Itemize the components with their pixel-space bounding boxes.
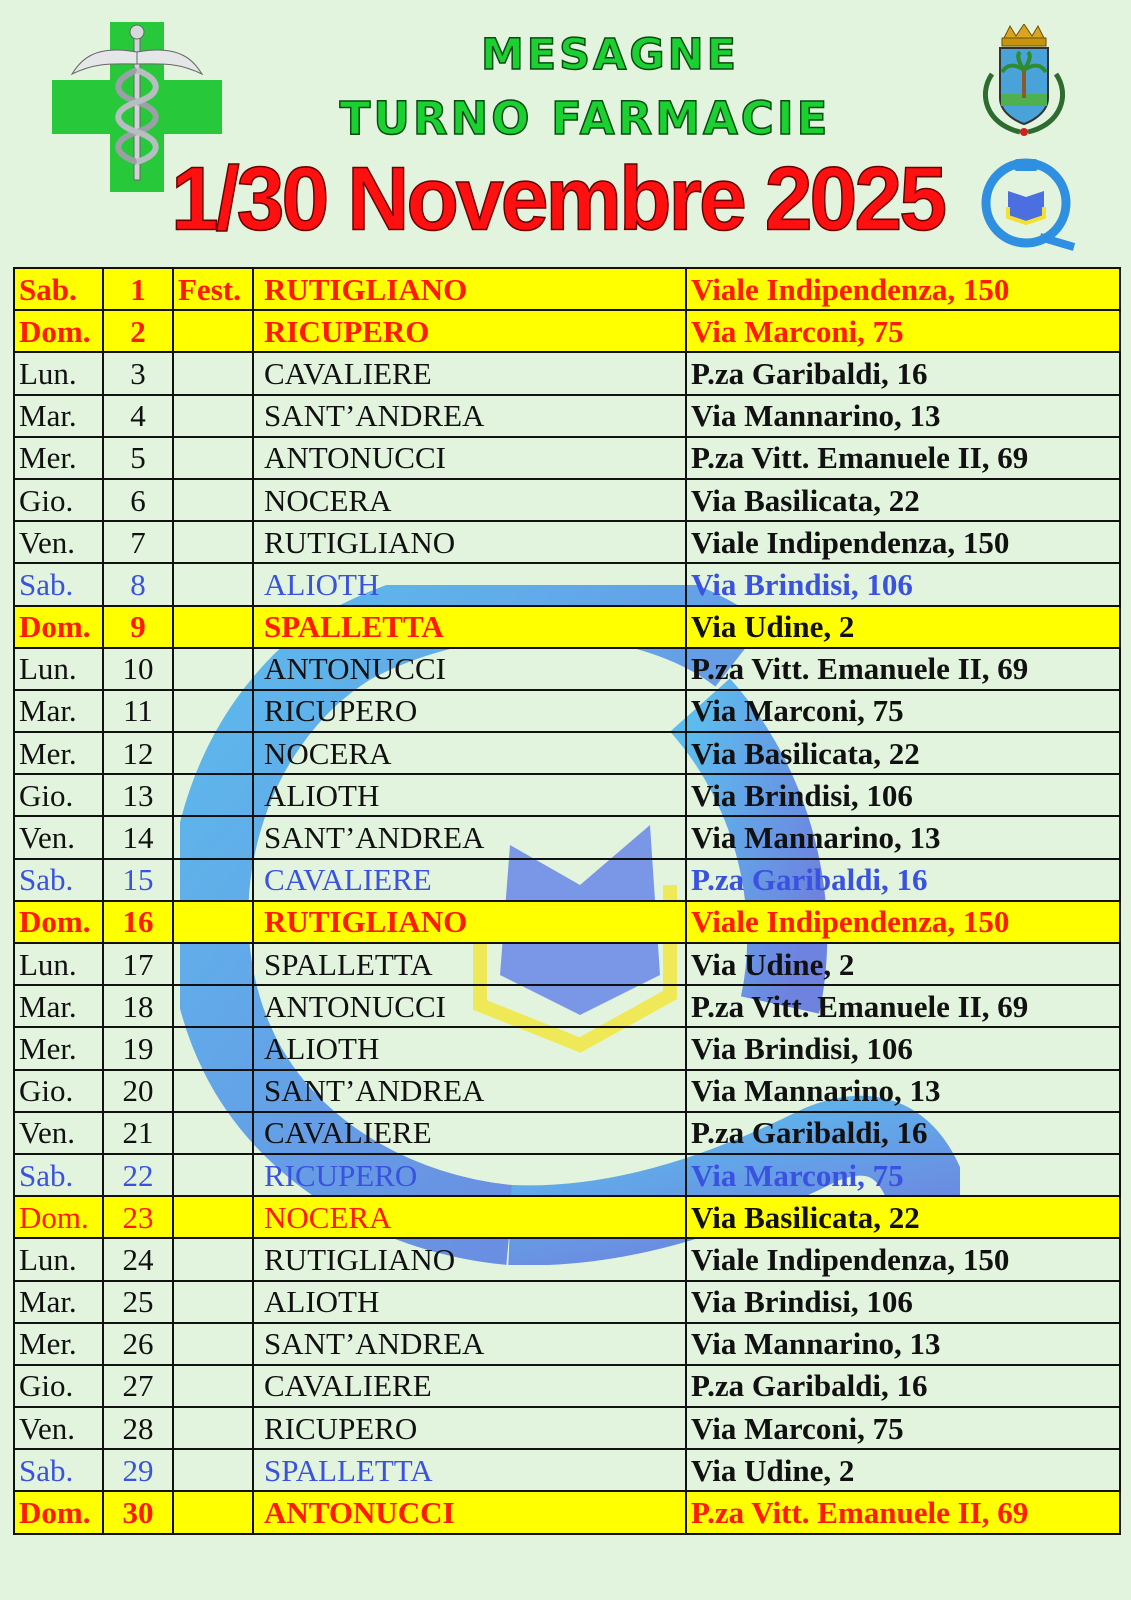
pharmacy-name-cell: SANT’ANDREA [253,1323,686,1365]
pharmacy-name-cell: ALIOTH [253,1027,686,1069]
day-cell: Dom. [14,1196,103,1238]
date-cell: 22 [103,1154,173,1196]
schedule-row [14,1154,1120,1196]
address-cell: P.za Vitt. Emanuele II, 69 [686,437,1120,479]
day-cell: Mer. [14,1027,103,1069]
schedule-row [14,943,1120,985]
pharmacy-schedule-table [13,267,1121,1535]
date-cell: 14 [103,816,173,858]
pharmacy-name-cell: SPALLETTA [253,1449,686,1491]
date-cell: 29 [103,1449,173,1491]
date-cell: 12 [103,732,173,774]
schedule-row [14,1027,1120,1069]
day-cell: Sab. [14,1154,103,1196]
address-cell: Via Marconi, 75 [686,1407,1120,1449]
day-cell: Dom. [14,606,103,648]
holiday-cell [173,310,253,352]
address-cell: Via Udine, 2 [686,1449,1120,1491]
date-cell: 1 [103,268,173,310]
holiday-cell [173,1323,253,1365]
date-cell: 13 [103,774,173,816]
date-cell: 23 [103,1196,173,1238]
date-range-title: 1/30 Novembre 2025 [170,148,945,250]
schedule-row [14,395,1120,437]
schedule-row [14,1070,1120,1112]
date-cell: 10 [103,648,173,690]
schedule-row [14,648,1120,690]
address-cell: Via Marconi, 75 [686,690,1120,732]
pharmacy-name-cell: SANT’ANDREA [253,1070,686,1112]
schedule-row [14,901,1120,943]
day-cell: Gio. [14,1365,103,1407]
day-cell: Dom. [14,310,103,352]
date-cell: 21 [103,1112,173,1154]
day-cell: Lun. [14,1238,103,1280]
schedule-row [14,1365,1120,1407]
holiday-cell [173,1112,253,1154]
pharmacy-name-cell: NOCERA [253,1196,686,1238]
address-cell: Via Mannarino, 13 [686,1323,1120,1365]
holiday-cell [173,479,253,521]
address-cell: Via Mannarino, 13 [686,816,1120,858]
holiday-cell [173,1238,253,1280]
address-cell: Via Udine, 2 [686,943,1120,985]
day-cell: Ven. [14,816,103,858]
day-cell: Lun. [14,943,103,985]
address-cell: Via Marconi, 75 [686,1154,1120,1196]
pharmacy-name-cell: ANTONUCCI [253,1491,686,1533]
holiday-cell [173,901,253,943]
pharmacy-name-cell: SANT’ANDREA [253,816,686,858]
date-cell: 18 [103,985,173,1027]
address-cell: Via Mannarino, 13 [686,1070,1120,1112]
schedule-row [14,1196,1120,1238]
date-cell: 30 [103,1491,173,1533]
day-cell: Ven. [14,521,103,563]
date-cell: 17 [103,943,173,985]
holiday-cell [173,985,253,1027]
pharmacy-name-cell: CAVALIERE [253,859,686,901]
holiday-cell [173,943,253,985]
schedule-row [14,1449,1120,1491]
date-cell: 20 [103,1070,173,1112]
date-cell: 9 [103,606,173,648]
address-cell: Via Basilicata, 22 [686,1196,1120,1238]
day-cell: Gio. [14,774,103,816]
address-cell: Via Brindisi, 106 [686,1027,1120,1069]
address-cell: P.za Vitt. Emanuele II, 69 [686,1491,1120,1533]
date-cell: 6 [103,479,173,521]
day-cell: Mer. [14,732,103,774]
holiday-cell [173,521,253,563]
address-cell: Via Basilicata, 22 [686,732,1120,774]
day-cell: Dom. [14,901,103,943]
holiday-cell: Fest. [173,268,253,310]
coat-of-arms-icon [962,24,1086,144]
schedule-row [14,816,1120,858]
day-cell: Dom. [14,1491,103,1533]
holiday-cell [173,395,253,437]
holiday-cell [173,437,253,479]
day-cell: Mar. [14,1281,103,1323]
address-cell: Viale Indipendenza, 150 [686,268,1120,310]
qui-mesagne-logo [978,155,1084,251]
schedule-row [14,268,1120,310]
pharmacy-name-cell: RICUPERO [253,1154,686,1196]
schedule-row [14,1112,1120,1154]
pharmacy-name-cell: ANTONUCCI [253,437,686,479]
holiday-cell [173,1365,253,1407]
date-cell: 15 [103,859,173,901]
schedule-row [14,1323,1120,1365]
pharmacy-name-cell: NOCERA [253,732,686,774]
date-cell: 28 [103,1407,173,1449]
date-cell: 24 [103,1238,173,1280]
day-cell: Mar. [14,690,103,732]
day-cell: Ven. [14,1112,103,1154]
schedule-row [14,690,1120,732]
holiday-cell [173,1154,253,1196]
date-cell: 16 [103,901,173,943]
schedule-row [14,1238,1120,1280]
pharmacy-name-cell: ANTONUCCI [253,648,686,690]
address-cell: P.za Garibaldi, 16 [686,859,1120,901]
pharmacy-name-cell: RUTIGLIANO [253,521,686,563]
day-cell: Mar. [14,985,103,1027]
holiday-cell [173,690,253,732]
date-cell: 27 [103,1365,173,1407]
schedule-row [14,1281,1120,1323]
date-cell: 19 [103,1027,173,1069]
address-cell: Via Mannarino, 13 [686,395,1120,437]
holiday-cell [173,1407,253,1449]
schedule-row [14,352,1120,394]
pharmacy-name-cell: RICUPERO [253,690,686,732]
date-cell: 26 [103,1323,173,1365]
holiday-cell [173,648,253,690]
schedule-row [14,563,1120,605]
day-cell: Mar. [14,395,103,437]
holiday-cell [173,816,253,858]
date-cell: 4 [103,395,173,437]
schedule-row [14,437,1120,479]
schedule-row [14,774,1120,816]
day-cell: Gio. [14,1070,103,1112]
pharmacy-name-cell: CAVALIERE [253,352,686,394]
service-title: TURNO FARMACIE [339,92,831,145]
pharmacy-name-cell: ALIOTH [253,1281,686,1323]
address-cell: Via Brindisi, 106 [686,1281,1120,1323]
pharmacy-name-cell: ALIOTH [253,774,686,816]
holiday-cell [173,606,253,648]
schedule-row [14,606,1120,648]
pharmacy-name-cell: RUTIGLIANO [253,268,686,310]
day-cell: Mer. [14,437,103,479]
holiday-cell [173,1027,253,1069]
date-cell: 25 [103,1281,173,1323]
holiday-cell [173,1449,253,1491]
holiday-cell [173,732,253,774]
day-cell: Sab. [14,268,103,310]
schedule-row [14,985,1120,1027]
address-cell: P.za Garibaldi, 16 [686,1112,1120,1154]
date-cell: 11 [103,690,173,732]
header [0,0,1131,262]
pharmacy-name-cell: RICUPERO [253,310,686,352]
address-cell: Via Brindisi, 106 [686,563,1120,605]
pharmacy-name-cell: SPALLETTA [253,606,686,648]
day-cell: Mer. [14,1323,103,1365]
date-cell: 7 [103,521,173,563]
schedule-row [14,479,1120,521]
holiday-cell [173,774,253,816]
holiday-cell [173,1196,253,1238]
address-cell: Via Brindisi, 106 [686,774,1120,816]
holiday-cell [173,1281,253,1323]
day-cell: Ven. [14,1407,103,1449]
holiday-cell [173,352,253,394]
pharmacy-name-cell: RICUPERO [253,1407,686,1449]
schedule-row [14,859,1120,901]
address-cell: P.za Garibaldi, 16 [686,1365,1120,1407]
holiday-cell [173,1070,253,1112]
schedule-row [14,521,1120,563]
address-cell: Viale Indipendenza, 150 [686,901,1120,943]
address-cell: P.za Vitt. Emanuele II, 69 [686,985,1120,1027]
day-cell: Sab. [14,1449,103,1491]
holiday-cell [173,859,253,901]
address-cell: Via Marconi, 75 [686,310,1120,352]
date-cell: 5 [103,437,173,479]
schedule-row [14,732,1120,774]
pharmacy-name-cell: RUTIGLIANO [253,901,686,943]
day-cell: Gio. [14,479,103,521]
city-title: MESAGNE [480,30,740,80]
date-cell: 3 [103,352,173,394]
address-cell: Via Udine, 2 [686,606,1120,648]
pharmacy-name-cell: RUTIGLIANO [253,1238,686,1280]
date-cell: 2 [103,310,173,352]
address-cell: P.za Garibaldi, 16 [686,352,1120,394]
day-cell: Lun. [14,352,103,394]
address-cell: Viale Indipendenza, 150 [686,1238,1120,1280]
pharmacy-name-cell: SANT’ANDREA [253,395,686,437]
holiday-cell [173,1491,253,1533]
schedule-row [14,1491,1120,1533]
pharmacy-name-cell: NOCERA [253,479,686,521]
date-cell: 8 [103,563,173,605]
schedule-row [14,310,1120,352]
address-cell: Viale Indipendenza, 150 [686,521,1120,563]
pharmacy-name-cell: ALIOTH [253,563,686,605]
pharmacy-name-cell: SPALLETTA [253,943,686,985]
schedule-row [14,1407,1120,1449]
day-cell: Sab. [14,563,103,605]
day-cell: Lun. [14,648,103,690]
address-cell: Via Basilicata, 22 [686,479,1120,521]
address-cell: P.za Vitt. Emanuele II, 69 [686,648,1120,690]
pharmacy-name-cell: CAVALIERE [253,1112,686,1154]
pharmacy-name-cell: ANTONUCCI [253,985,686,1027]
holiday-cell [173,563,253,605]
pharmacy-name-cell: CAVALIERE [253,1365,686,1407]
day-cell: Sab. [14,859,103,901]
